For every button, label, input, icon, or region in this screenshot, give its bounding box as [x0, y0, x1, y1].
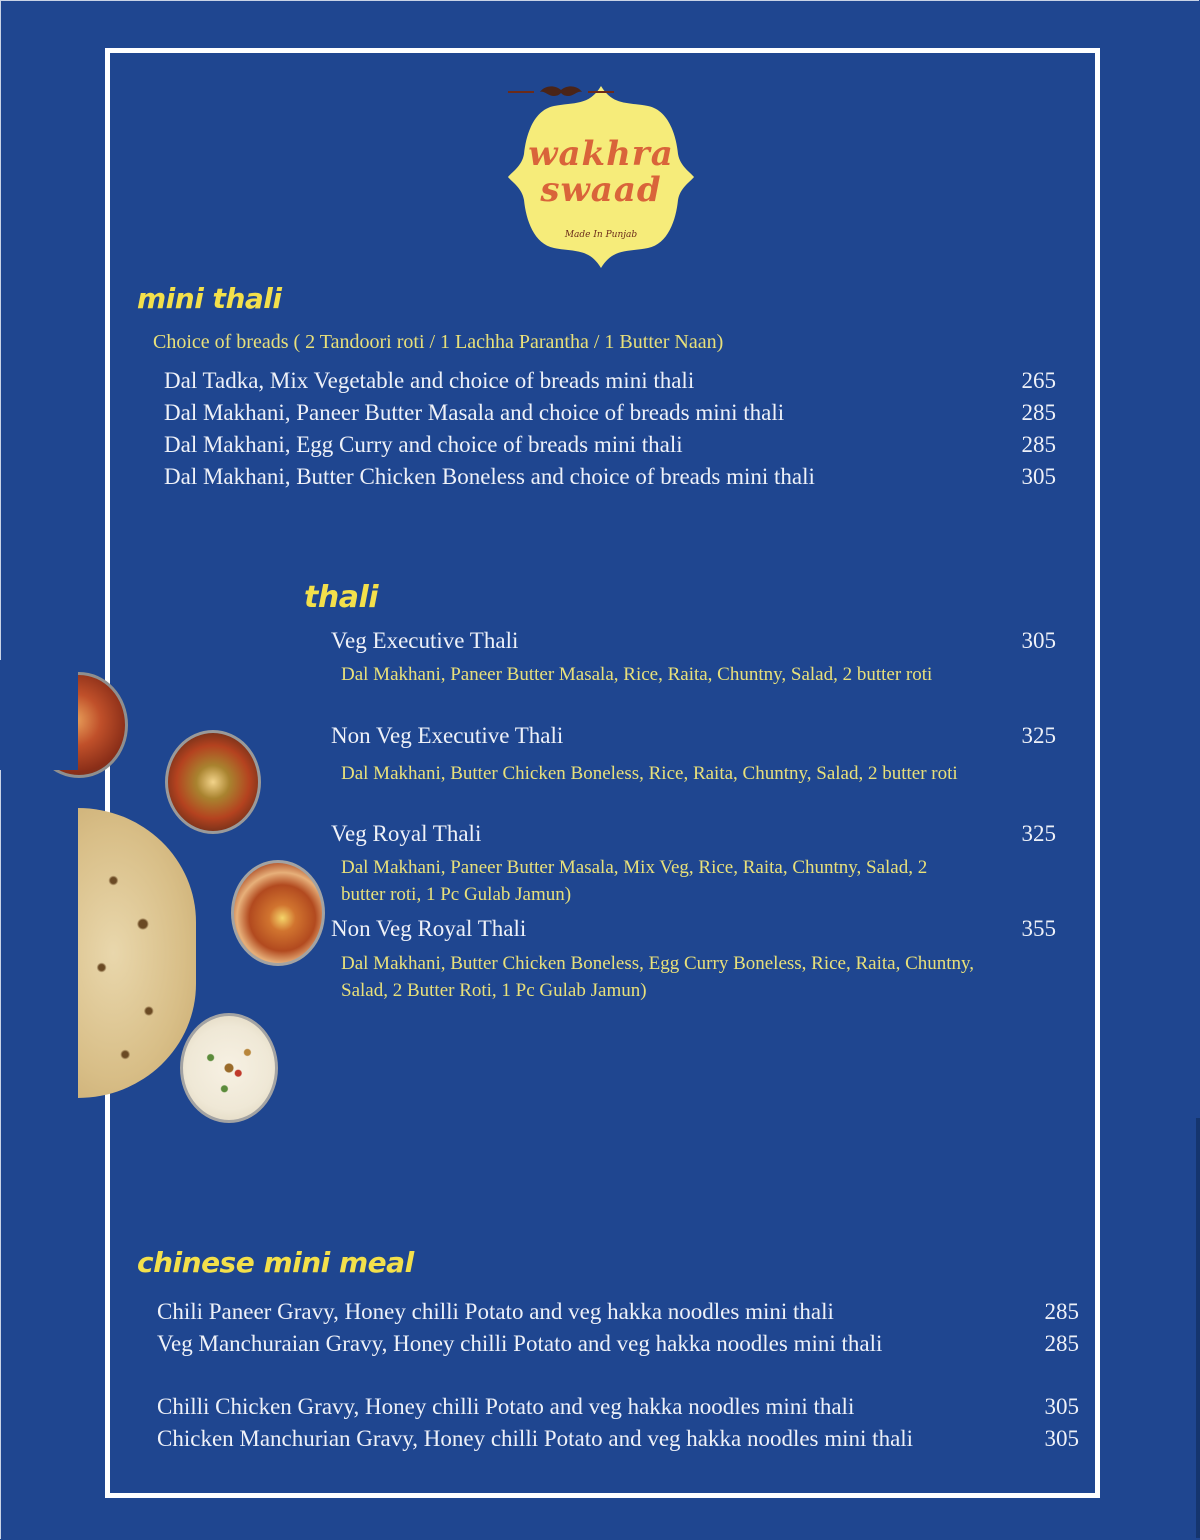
menu-item-price: 305 [1044, 1394, 1079, 1419]
menu-item-price: 265 [1021, 368, 1056, 393]
menu-item-description: Dal Makhani, Butter Chicken Boneless, Rice, Raita, Chuntny, Salad, 2 butter roti [341, 763, 958, 784]
page-shadow [1196, 1118, 1200, 1538]
menu-item-name: Chicken Manchurian Gravy, Honey chilli Potato and veg hakka noodles mini thali [157, 1426, 914, 1451]
menu-item-name: Chili Paneer Gravy, Honey chilli Potato and veg hakka noodles mini thali [157, 1299, 834, 1324]
raita-bowl-image [180, 1013, 278, 1123]
menu-item-name: Dal Makhani, Paneer Butter Masala and choice of breads mini thali [164, 400, 785, 425]
menu-item-price: 285 [1044, 1299, 1079, 1324]
logo-tagline: Made In Punjab [564, 230, 638, 240]
section-title-thali: thali [304, 580, 379, 615]
menu-item-name: Dal Makhani, Egg Curry and choice of breads mini thali [164, 432, 683, 457]
menu-item-description: Dal Makhani, Paneer Butter Masala, Rice, Raita, Chuntny, Salad, 2 butter roti [341, 664, 933, 685]
menu-item-price: 325 [1021, 723, 1056, 748]
section-title-mini-thali: mini thali [137, 282, 282, 315]
menu-item-price: 285 [1044, 1331, 1079, 1356]
menu-item-price: 305 [1021, 464, 1056, 489]
brand-logo [508, 84, 694, 270]
dal-makhani-bowl-image [231, 860, 325, 966]
menu-item-name: Chilli Chicken Gravy, Honey chilli Potato and veg hakka noodles mini thali [157, 1394, 855, 1419]
menu-item-name: Dal Tadka, Mix Vegetable and choice of breads mini thali [164, 368, 695, 393]
menu-item-name: Non Veg Executive Thali [331, 723, 564, 748]
menu-item-price: 285 [1021, 432, 1056, 457]
menu-item-price: 325 [1021, 821, 1056, 846]
menu-item-price: 355 [1021, 916, 1056, 941]
menu-item-name: Veg Manchuraian Gravy, Honey chilli Potato and veg hakka noodles mini thali [157, 1331, 883, 1356]
menu-item-description: Dal Makhani, Paneer Butter Masala, Mix Veg, Rice, Raita, Chuntny, Salad, 2 butter roti, 1 Pc Gulab Jamun) [341, 857, 928, 905]
menu-item-name: Dal Makhani, Butter Chicken Boneless and choice of breads mini thali [164, 464, 815, 489]
menu-item-description: Dal Makhani, Butter Chicken Boneless, Egg Curry Boneless, Rice, Raita, Chuntny, Salad, 2 Butter Roti, 1 Pc Gulab Jamun) [341, 953, 975, 1001]
menu-item-price: 305 [1044, 1426, 1079, 1451]
logo-line-2: swaad [540, 170, 662, 210]
mustache-icon [508, 84, 614, 100]
menu-item-name: Non Veg Royal Thali [331, 916, 527, 941]
left-margin [0, 660, 78, 770]
logo-line-1: wakhra [528, 134, 674, 174]
section-title-chinese-mini-meal: chinese mini meal [137, 1246, 414, 1279]
menu-item-name: Veg Royal Thali [331, 821, 482, 846]
menu-item-name: Veg Executive Thali [331, 628, 519, 653]
bread-choice-note: Choice of breads ( 2 Tandoori roti / 1 Lachha Parantha / 1 Butter Naan) [153, 331, 724, 353]
menu-item-price: 285 [1021, 400, 1056, 425]
menu-item-price: 305 [1021, 628, 1056, 653]
mixed-veg-bowl-image [165, 730, 261, 834]
